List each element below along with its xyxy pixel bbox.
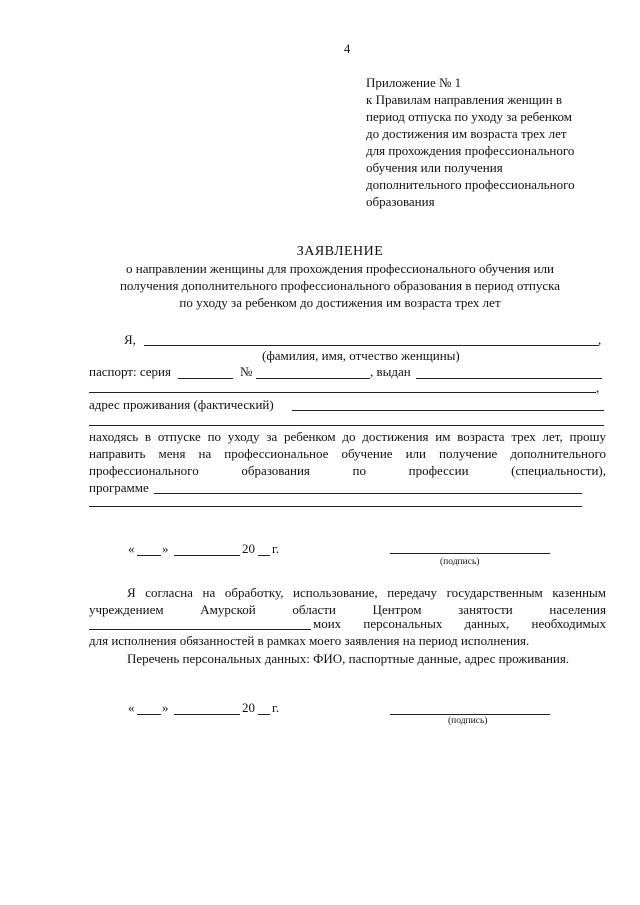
fio-caption: (фамилия, имя, отчество женщины) [262,348,460,363]
date-year-suffix: г. [272,700,280,715]
issued-by-field[interactable] [416,378,602,379]
date-open-quote: « [128,700,135,715]
request-line: находясь в отпуске по уходу за ребенком до достижения им возраста трех лет, прошу [89,429,606,444]
appendix-title: Приложение № 1 [366,75,462,90]
signature-field[interactable] [390,553,550,554]
address-field[interactable] [292,410,604,411]
date-close-quote: » [162,541,169,556]
i-label: Я, [124,332,136,347]
date-year-suffix: г. [272,541,280,556]
signature-caption: (подпись) [440,557,480,567]
appendix-line: дополнительного профессионального [366,177,575,192]
address-field-continued[interactable] [89,425,604,426]
program-label: программе [89,480,149,495]
appendix-block [366,74,626,210]
passport-series-field[interactable] [178,378,233,379]
consent-paragraph [89,584,606,618]
page-number: 4 [344,42,351,56]
date-month-field[interactable] [174,714,240,715]
date-close-quote: » [162,700,169,715]
program-field[interactable] [154,493,582,494]
date-year-field[interactable] [258,714,270,715]
statement-title: ЗАЯВЛЕНИЕ [296,244,384,259]
date-day-field[interactable] [137,555,161,556]
signature-field[interactable] [390,714,550,715]
statement-subtitle-line: о направлении женщины для прохождения профессионального обучения или [126,261,554,276]
consent-line: учреждением Амурской области Центром занятости населения [89,602,606,617]
passport-series-label: паспорт: серия [89,364,171,379]
date-day-field[interactable] [137,714,161,715]
consent-line: моих персональных данных, необходимых [313,616,606,631]
consent-line: Я согласна на обработку, использование, передачу государственным казенным [127,585,606,600]
statement-heading [80,243,600,311]
personal-data-list: Перечень персональных данных: ФИО, паспортные данные, адрес проживания. [127,651,570,666]
passport-number-label: № [240,364,253,379]
consent-organization-field[interactable] [89,629,311,630]
date-year-prefix: 20 [242,541,255,556]
date-year-prefix: 20 [242,700,255,715]
appendix-line: обучения или получения [366,160,503,175]
address-label: адрес проживания (фактический) [89,397,274,412]
statement-subtitle-line: по уходу за ребенком до достижения им возраста трех лет [179,295,501,310]
fio-field[interactable] [144,345,599,346]
consent-line: для исполнения обязанностей в рамках моего заявления на период исполнения. [89,633,530,648]
issued-by-field-continued[interactable] [89,392,596,393]
date-year-field[interactable] [258,555,270,556]
appendix-line: образования [366,194,435,209]
appendix-line: для прохождения профессионального [366,143,575,158]
issued-label: , выдан [370,364,411,379]
statement-subtitle-line: получения дополнительного профессионального образования в период отпуска [119,278,561,293]
request-line: направить меня на профессиональное обучение или получение дополнительного [89,446,606,461]
request-paragraph [89,428,606,479]
date-month-field[interactable] [174,555,240,556]
signature-caption: (подпись) [448,716,488,726]
appendix-line: период отпуска по уходу за ребенком [366,109,572,124]
program-field-continued[interactable] [89,506,582,507]
appendix-line: к Правилам направления женщин в [366,92,563,107]
request-line: профессионального образования по профессии (специальности), [89,463,606,478]
date-open-quote: « [128,541,135,556]
passport-number-field[interactable] [256,378,370,379]
appendix-line: до достижения им возраста трех лет [366,126,567,141]
